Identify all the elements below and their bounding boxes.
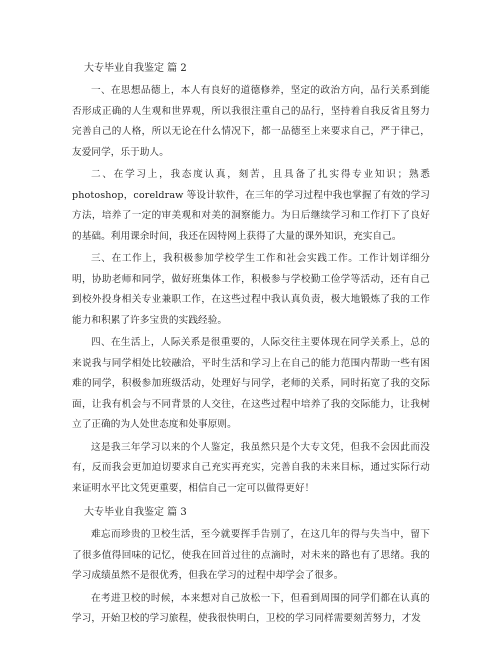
- section-heading: 大专毕业自我鉴定 篇 3: [84, 507, 187, 518]
- section-heading: 大专毕业自我鉴定 篇 2: [84, 63, 187, 74]
- section-3-self-assessment: [72, 503, 430, 630]
- paragraph-study: 二、在学习上，我态度认真，刻苦，且具备了扎实得专业知识；熟悉photoshop，coreldraw 等设计软件，在三年的学习过程中我也掌握了有效的学习方法，培养了一定的审美观和对美的洞察能力。为日后继续学习和工作打下了良好的基础。利用课余时间，我还在因特网上获得了大量的课外知识，充实自己。: [72, 169, 430, 242]
- paragraph-school-life: 难忘而珍贵的卫校生活，至今就要挥手告别了，在这几年的得与失当中，留下了很多值得回味的记忆，使我在回首过往的点滴时，对未来的路也有了思绪。我的学习成绩虽然不是很优秀，但我在学习的过程中却学会了很多。: [72, 529, 430, 581]
- section-2-self-assessment: [72, 59, 430, 499]
- paragraph-life: 四、在生活上，人际关系是很重要的，人际交往主要体现在同学关系上，总的来说我与同学相处比较融洽，平时生活和学习上在自己的能力范围内帮助一些有困难的同学，积极参加班级活动，处理好与同学，老师的关系，同时拓宽了我的交际面，让我有机会与不同背景的人交往，在这些过程中培养了我的交际能力，让我树立了正确的为人处世态度和处事原则。: [72, 337, 430, 430]
- paragraph-ideology: 一、在思想品德上，本人有良好的道德修养，坚定的政治方向，品行关系到能否形成正确的人生观和世界观，所以我很注重自己的品行，坚持着自我反省且努力完善自己的人格，所以无论在什么情况下，都一品德至上来要求自己，严于律己，友爱同学，乐于助人。: [72, 85, 430, 158]
- paragraph-conclusion: 这是我三年学习以来的个人鉴定，我虽然只是个大专文凭，但我不会因此而没有，反而我会更加迫切要求自己充实再充实，完善自我的未来目标，通过实际行动来证明水平比文凭更重要，相信自己一定可以做得更好！: [72, 441, 430, 494]
- document-body: [72, 59, 430, 630]
- paragraph-work: 三、在工作上，我积极参加学校学生工作和社会实践工作。工作计划详细分明，协助老师和同学，做好班集体工作，积极参与学校勤工俭学等活动，还有自己到校外投身相关专业兼职工作，在这些过程中我认真负责，极大地锻炼了我的工作能力和积累了许多宝贵的实践经验。: [72, 253, 430, 326]
- paragraph-entering-school: 在考进卫校的时候，本来想对自己放松一下，但看到周围的同学们都在认真的学习，开始卫校的学习旅程，使我很快明白，卫校的学习同样需要刻苦努力，才发: [72, 592, 430, 624]
